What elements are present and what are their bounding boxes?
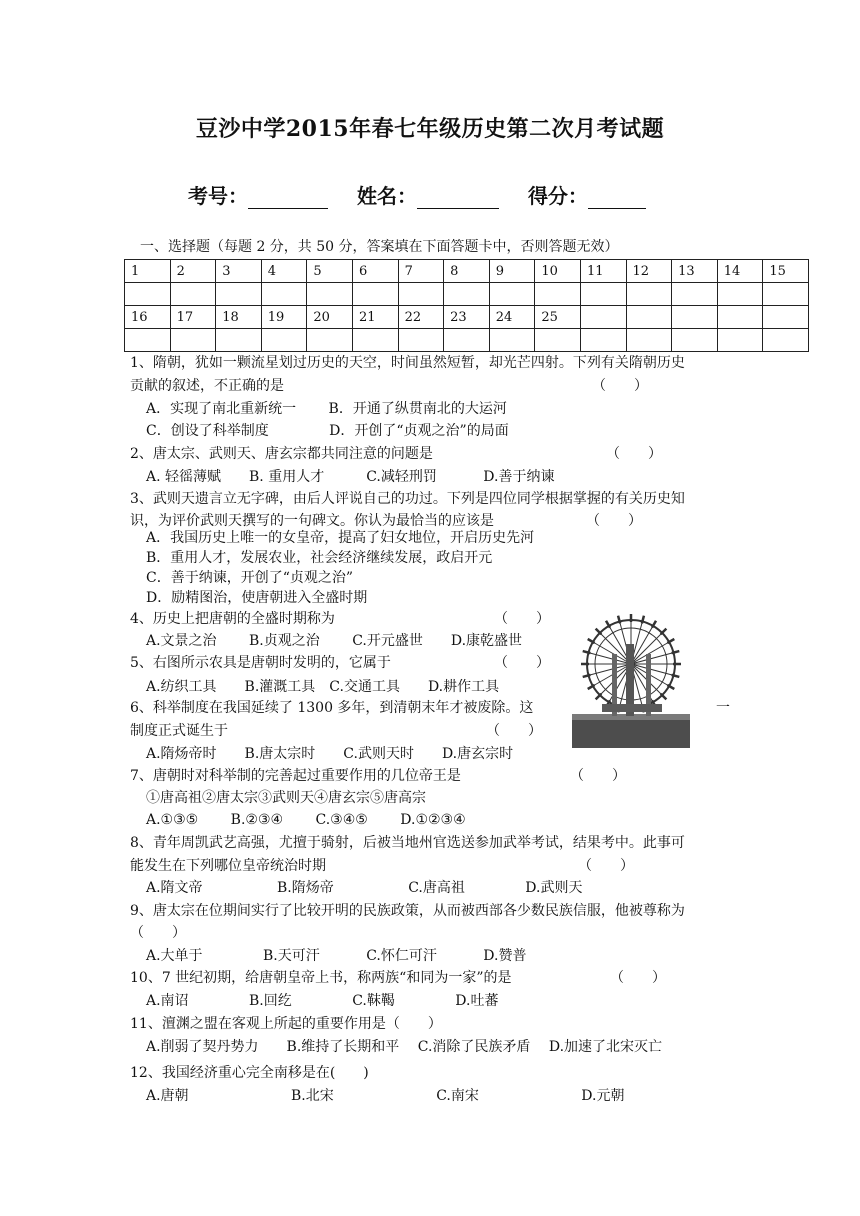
page-title: 豆沙中学2015年春七年级历史第二次月考试题 (195, 116, 665, 142)
score-blank[interactable] (588, 188, 646, 209)
answer-input-cell[interactable] (535, 283, 581, 306)
q4-options: A.文景之治 B.贞观之治 C.开元盛世 D.康乾盛世 (146, 633, 523, 649)
answer-number-cell: 19 (261, 306, 307, 329)
q12-options: A.唐朝 B.北宋 C.南宋 D.元朝 (146, 1088, 625, 1104)
q3-text-b: 识，为评价武则天撰写的一句碑文。你认为最恰当的应该是 (130, 513, 494, 529)
answer-input-cell[interactable] (170, 329, 216, 352)
q6-bracket: （ ） (486, 723, 542, 739)
section-heading: 一、选择题（每题 2 分，共 50 分，答案填在下面答题卡中，否则答题无效） (140, 239, 619, 255)
q10-text: 10、7 世纪初期，给唐朝皇帝上书，称两族“和同为一家”的是 (130, 970, 512, 986)
answer-header-row-2 (125, 306, 809, 329)
q8-text-a: 8、青年周凯武艺高强，尤擅于骑射，后被当地州官选送参加武举考试，结果考中。此事可 (130, 835, 685, 851)
q11-options: A.削弱了契丹势力 B.维持了长期和平 C.消除了民族矛盾 D.加速了北宋灭亡 (146, 1039, 663, 1055)
q8-text-b: 能发生在下列哪位皇帝统治时期 (130, 858, 326, 874)
q5-options: A.纺织工具 B.灌溉工具 C.交通工具 D.耕作工具 (146, 679, 500, 695)
answer-input-cell[interactable] (125, 283, 171, 306)
q6-text-a: 6、科举制度在我国延续了 1300 多年，到清朝末年才被废除。这 (130, 700, 534, 716)
answer-number-cell: 11 (580, 260, 626, 283)
q9-bracket: （ ） (130, 925, 186, 941)
answer-number-cell: 12 (626, 260, 672, 283)
q4-bracket: （ ） (494, 611, 550, 627)
q1-options-1: A．实现了南北重新统一 B．开通了纵贯南北的大运河 (146, 401, 507, 417)
answer-number-cell: 14 (717, 260, 763, 283)
q6-text-b: 制度正式诞生于 (130, 723, 228, 739)
q12-text: 12、我国经济重心完全南移是在( ) (130, 1065, 369, 1081)
answer-number-cell (717, 306, 763, 329)
q10-bracket: （ ） (610, 970, 666, 986)
answer-number-cell: 17 (170, 306, 216, 329)
q2-options: A. 轻徭薄赋 B. 重用人才 C.减轻刑罚 D.善于纳谏 (146, 469, 555, 485)
answer-number-cell: 24 (489, 306, 535, 329)
answer-number-cell: 1 (125, 260, 171, 283)
answer-number-cell (763, 306, 809, 329)
q1-bracket: （ ） (592, 378, 648, 394)
answer-input-cell[interactable] (125, 329, 171, 352)
q6-text-tail: 一 (716, 700, 730, 716)
answer-number-cell: 5 (307, 260, 353, 283)
answer-input-cell[interactable] (626, 283, 672, 306)
exam-no-blank[interactable] (248, 188, 328, 209)
answer-input-cell[interactable] (261, 283, 307, 306)
q3-text-a: 3、武则天遗言立无字碑，由后人评说自己的功过。下列是四位同学根据掌握的有关历史知 (130, 491, 685, 507)
answer-number-cell: 22 (398, 306, 444, 329)
answer-number-cell: 16 (125, 306, 171, 329)
q1-options-2: C．创设了科举制度 D．开创了“贞观之治”的局面 (146, 423, 509, 439)
answer-number-cell: 20 (307, 306, 353, 329)
q3-option-c: C．善于纳谏，开创了“贞观之治” (146, 570, 354, 586)
q3-bracket: （ ） (586, 513, 642, 529)
answer-input-cell[interactable] (717, 283, 763, 306)
name-label: 姓名： (356, 184, 417, 208)
answer-number-cell: 9 (489, 260, 535, 283)
q5-text: 5、右图所示农具是唐朝时发明的，它属于 (130, 655, 391, 671)
answer-input-cell[interactable] (307, 329, 353, 352)
answer-input-cell[interactable] (763, 283, 809, 306)
answer-input-cell[interactable] (717, 329, 763, 352)
answer-number-cell (580, 306, 626, 329)
answer-input-cell[interactable] (763, 329, 809, 352)
answer-input-cell[interactable] (352, 329, 398, 352)
answer-input-cell[interactable] (307, 283, 353, 306)
answer-number-cell: 15 (763, 260, 809, 283)
answer-number-cell: 23 (444, 306, 490, 329)
q9-text: 9、唐太宗在位期间实行了比较开明的民族政策，从而被西部各少数民族信服，他被尊称为 (130, 903, 685, 919)
q7-list: ①唐高祖②唐太宗③武则天④唐玄宗⑤唐高宗 (146, 790, 426, 806)
q8-bracket: （ ） (578, 858, 634, 874)
answer-input-cell[interactable] (170, 283, 216, 306)
q11-text: 11、澶渊之盟在客观上所起的重要作用是（ ） (130, 1016, 442, 1032)
answer-input-cell[interactable] (261, 329, 307, 352)
q8-options: A.隋文帝 B.隋炀帝 C.唐高祖 D.武则天 (146, 880, 583, 896)
answer-number-cell: 18 (216, 306, 262, 329)
answer-input-cell[interactable] (489, 283, 535, 306)
answer-number-cell: 25 (535, 306, 581, 329)
answer-input-cell[interactable] (672, 329, 718, 352)
answer-input-cell[interactable] (626, 329, 672, 352)
answer-input-cell[interactable] (352, 283, 398, 306)
name-blank[interactable] (417, 188, 499, 209)
q5-bracket: （ ） (494, 655, 550, 671)
answer-input-cell[interactable] (489, 329, 535, 352)
answer-input-cell[interactable] (216, 283, 262, 306)
answer-number-cell: 21 (352, 306, 398, 329)
q2-bracket: （ ） (606, 446, 662, 462)
score-label: 得分： (527, 184, 588, 208)
answer-input-cell[interactable] (216, 329, 262, 352)
answer-number-cell: 3 (216, 260, 262, 283)
exam-no-label: 考号： (188, 184, 248, 208)
q7-options: A.①③⑤ B.②③④ C.③④⑤ D.①②③④ (146, 812, 466, 828)
answer-input-cell[interactable] (580, 283, 626, 306)
answer-number-cell: 8 (444, 260, 490, 283)
q3-option-d: D．励精图治，使唐朝进入全盛时期 (146, 590, 368, 606)
q1-text-b: 贡献的叙述，不正确的是 (130, 378, 284, 394)
answer-card-table (124, 259, 809, 352)
answer-input-cell[interactable] (444, 283, 490, 306)
answer-input-cell[interactable] (580, 329, 626, 352)
q4-text: 4、历史上把唐朝的全盛时期称为 (130, 611, 335, 627)
q10-options: A.南诏 B.回纥 C.靺鞨 D.吐蕃 (146, 993, 499, 1009)
q3-option-b: B．重用人才，发展农业，社会经济继续发展，政启开元 (146, 550, 493, 566)
q1-text-a: 1、隋朝，犹如一颗流星划过历史的天空，时间虽然短暂，却光芒四射。下列有关隋朝历史 (130, 355, 685, 371)
answer-number-cell: 4 (261, 260, 307, 283)
answer-number-cell (672, 306, 718, 329)
answer-input-cell[interactable] (672, 283, 718, 306)
answer-number-cell (626, 306, 672, 329)
water-wheel-image (572, 614, 690, 748)
answer-input-cell[interactable] (398, 283, 444, 306)
q7-bracket: （ ） (570, 768, 626, 784)
answer-input-cell[interactable] (444, 329, 490, 352)
answer-number-cell: 10 (535, 260, 581, 283)
answer-input-row-2 (125, 329, 809, 352)
q9-options: A.大单于 B.天可汗 C.怀仁可汗 D.赞普 (146, 948, 527, 964)
answer-input-cell[interactable] (535, 329, 581, 352)
q6-options: A.隋炀帝时 B.唐太宗时 C.武则天时 D.唐玄宗时 (146, 746, 514, 762)
answer-number-cell: 6 (352, 260, 398, 283)
student-info (188, 180, 646, 209)
answer-number-cell: 7 (398, 260, 444, 283)
answer-number-cell: 2 (170, 260, 216, 283)
answer-input-cell[interactable] (398, 329, 444, 352)
answer-header-row-1 (125, 260, 809, 283)
q7-text: 7、唐朝时对科举制的完善起过重要作用的几位帝王是 (130, 768, 461, 784)
q2-text: 2、唐太宗、武则天、唐玄宗都共同注意的问题是 (130, 446, 433, 462)
answer-number-cell: 13 (672, 260, 718, 283)
answer-input-row-1 (125, 283, 809, 306)
q3-option-a: A．我国历史上唯一的女皇帝，提高了妇女地位，开启历史先河 (146, 530, 535, 546)
